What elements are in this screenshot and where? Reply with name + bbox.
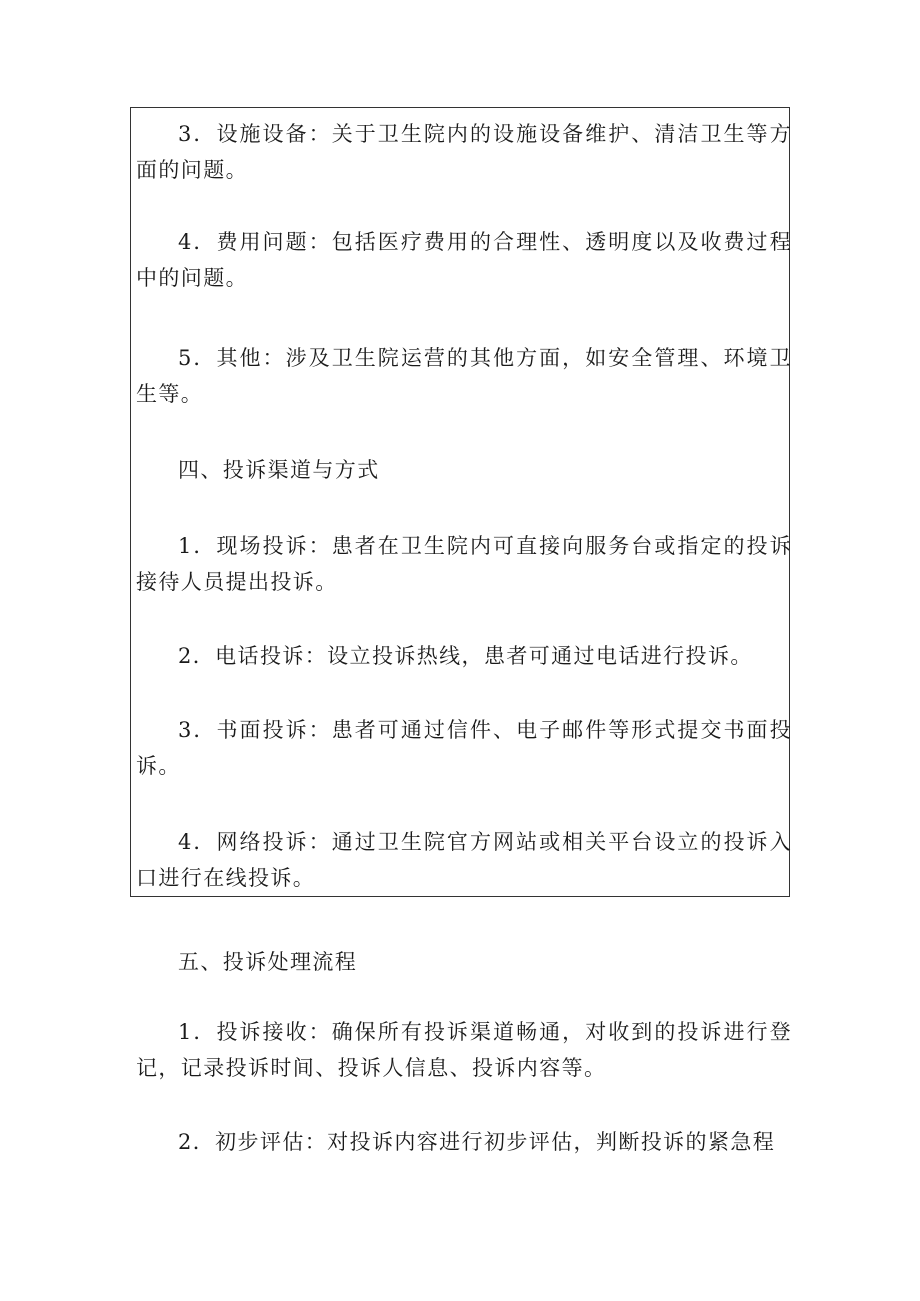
paragraph-written-complaint: 3．书面投诉：患者可通过信件、电子邮件等形式提交书面投诉。 <box>136 718 792 778</box>
section-heading-channels: 四、投诉渠道与方式 <box>178 458 380 482</box>
paragraph-phone-complaint: 2．电话投诉：设立投诉热线，患者可通过电话进行投诉。 <box>178 644 753 668</box>
section-heading-process: 五、投诉处理流程 <box>178 950 358 974</box>
paragraph-other: 5．其他：涉及卫生院运营的其他方面，如安全管理、环境卫生等。 <box>136 346 792 406</box>
paragraph-fees: 4．费用问题：包括医疗费用的合理性、透明度以及收费过程中的问题。 <box>136 230 792 290</box>
paragraph-online-complaint: 4．网络投诉：通过卫生院官方网站或相关平台设立的投诉入口进行在线投诉。 <box>136 830 792 890</box>
paragraph-facilities: 3．设施设备：关于卫生院内的设施设备维护、清洁卫生等方面的问题。 <box>136 122 792 182</box>
paragraph-assessment: 2．初步评估：对投诉内容进行初步评估，判断投诉的紧急程 <box>178 1130 776 1154</box>
paragraph-receipt: 1．投诉接收：确保所有投诉渠道畅通，对收到的投诉进行登记，记录投诉时间、投诉人信息、投诉内容等。 <box>136 1020 792 1080</box>
paragraph-onsite-complaint: 1．现场投诉：患者在卫生院内可直接向服务台或指定的投诉接待人员提出投诉。 <box>136 534 792 594</box>
